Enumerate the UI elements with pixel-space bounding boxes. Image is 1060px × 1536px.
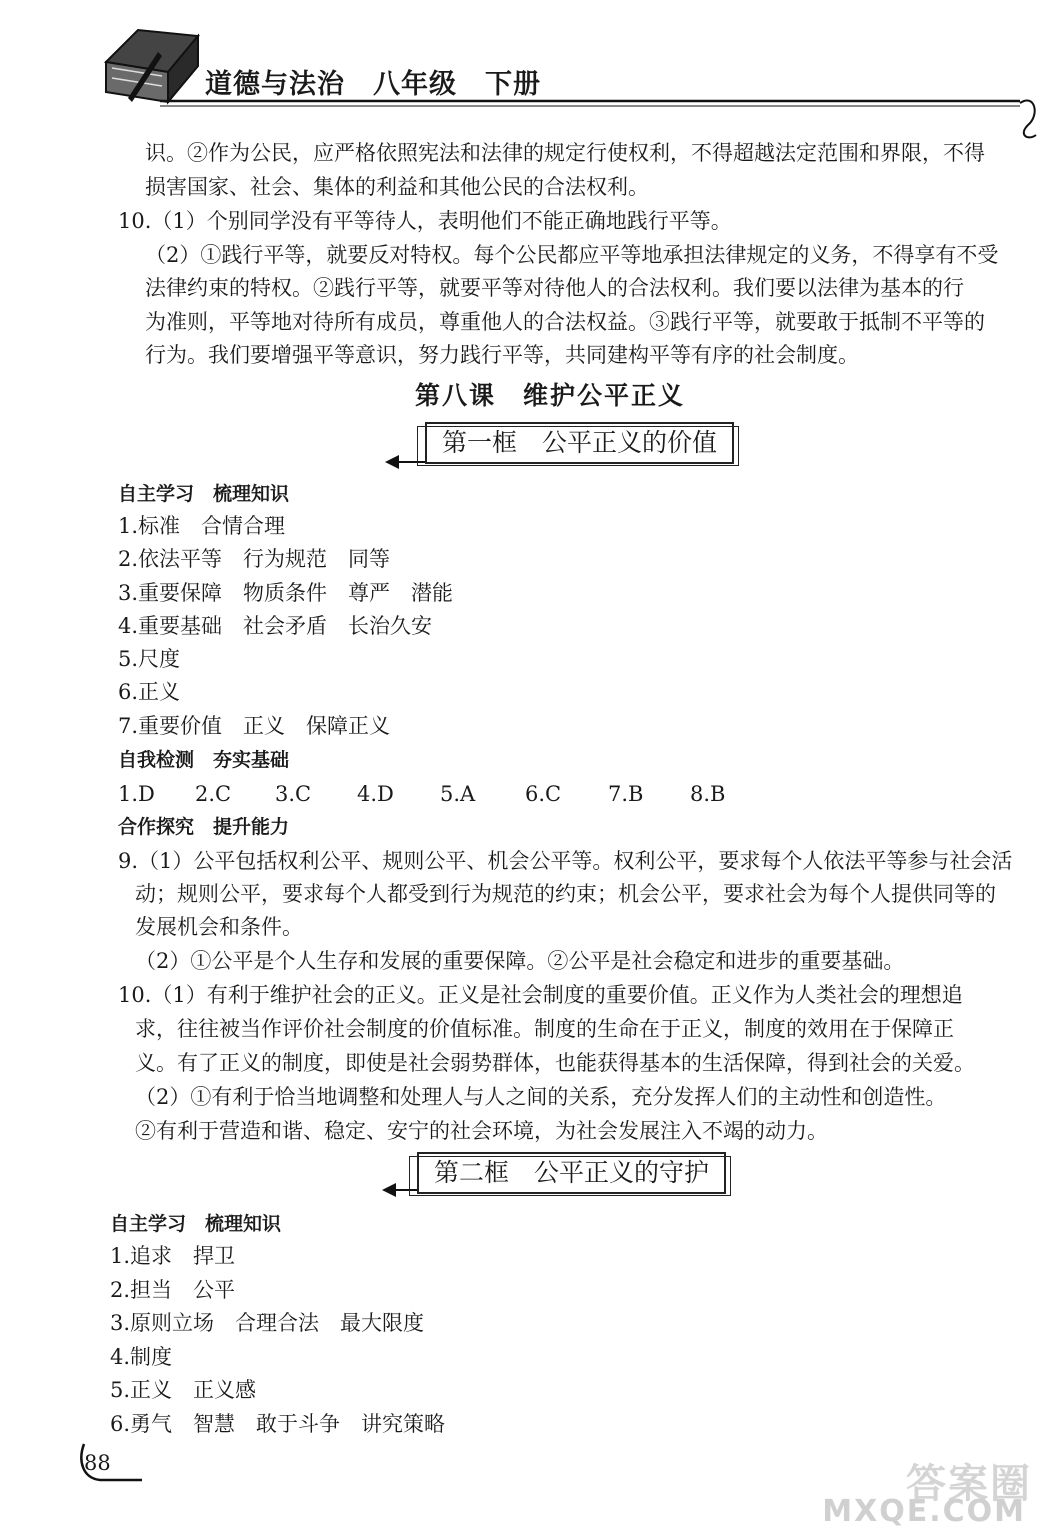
lesson-title: 第八课 维护公平正义 [415, 381, 686, 410]
answer-item: 1.D [118, 782, 155, 806]
header-title: 道德与法治 八年级 下册 [205, 69, 541, 100]
section-heading-study: 自主学习 梳理知识 [118, 483, 290, 505]
list-item: 4.重要基础 社会矛盾 长治久安 [118, 614, 433, 638]
list-item: 1.标准 合情合理 [118, 514, 286, 538]
frame-title-2: 第二框 公平正义的守护 [417, 1152, 726, 1194]
list-item: 7.重要价值 正义 保障正义 [118, 714, 391, 738]
list-item: 6.正义 [118, 680, 181, 704]
text-line: 10.（1）个别同学没有平等待人，表明他们不能正确地践行平等。 [118, 209, 732, 233]
text-line: 行为。我们要增强平等意识，努力践行平等，共同建构平等有序的社会制度。 [145, 343, 859, 367]
answer-item: 7.B [608, 782, 644, 806]
page-number: 88 [84, 1451, 111, 1475]
list-item: 3.原则立场 合理合法 最大限度 [110, 1311, 425, 1335]
text-line: 识。②作为公民，应严格依照宪法和法律的规定行使权利，不得超越法定范围和界限，不得 [145, 141, 985, 165]
answer-item: 3.C [275, 782, 312, 806]
answer-item: 6.C [525, 782, 562, 806]
frame-shadow [417, 426, 739, 466]
frame-shadow [409, 1156, 731, 1196]
answer-item: 8.B [690, 782, 726, 806]
answer-item: 4.D [357, 782, 394, 806]
text-line: 义。有了正义的制度，即使是社会弱势群体，也能获得基本的生活保障，得到社会的关爱。 [135, 1051, 975, 1075]
text-line: 10.（1）有利于维护社会的正义。正义是社会制度的重要价值。正义作为人类社会的理想追 [118, 983, 963, 1007]
section-heading-coop: 合作探究 提升能力 [118, 816, 290, 838]
text-line: 为准则，平等地对待所有成员，尊重他人的合法权益。③践行平等，就要敢于抵制不平等的 [145, 310, 985, 334]
text-line: （2）①公平是个人生存和发展的重要保障。②公平是社会稳定和进步的重要基础。 [135, 949, 905, 973]
section-heading-study: 自主学习 梳理知识 [110, 1213, 282, 1235]
list-item: 3.重要保障 物质条件 尊严 潜能 [118, 581, 454, 605]
text-line: ②有利于营造和谐、稳定、安宁的社会环境，为社会发展注入不竭的动力。 [135, 1119, 828, 1143]
text-line: 9.（1）公平包括权利公平、规则公平、机会公平等。权利公平，要求每个人依法平等参与社会活 [118, 849, 1013, 873]
watermark-logo: 答案圈 [906, 1461, 1032, 1507]
frame-title-1: 第一框 公平正义的价值 [425, 422, 734, 464]
text-line: （2）①有利于恰当地调整和处理人与人之间的关系，充分发挥人们的主动性和创造性。 [135, 1085, 947, 1109]
text-line: 损害国家、社会、集体的利益和其他公民的合法权利。 [145, 175, 649, 199]
text-line: （2）①践行平等，就要反对特权。每个公民都应平等地承担法律规定的义务，不得享有不受 [145, 243, 999, 267]
list-item: 2.依法平等 行为规范 同等 [118, 547, 391, 571]
text-line: 求，往往被当作评价社会制度的价值标准。制度的生命在于正义，制度的效用在于保障正 [135, 1017, 954, 1041]
list-item: 4.制度 [110, 1345, 173, 1369]
list-item: 1.追求 捍卫 [110, 1244, 236, 1268]
text-line: 动；规则公平，要求每个人都受到行为规范的约束；机会公平，要求社会为每个人提供同等的 [135, 882, 996, 906]
watermark-url: MXQE.COM [822, 1494, 1026, 1529]
list-item: 6.勇气 智慧 敢于斗争 讲究策略 [110, 1412, 446, 1436]
list-item: 5.尺度 [118, 647, 181, 671]
text-line: 法律约束的特权。②践行平等，就要平等对待他人的合法权利。我们要以法律为基本的行 [145, 276, 964, 300]
list-item: 5.正义 正义感 [110, 1378, 257, 1402]
answer-item: 2.C [195, 782, 232, 806]
answer-item: 5.A [440, 782, 476, 806]
text-line: 发展机会和条件。 [135, 915, 303, 939]
section-heading-check: 自我检测 夯实基础 [118, 749, 290, 771]
list-item: 2.担当 公平 [110, 1278, 236, 1302]
